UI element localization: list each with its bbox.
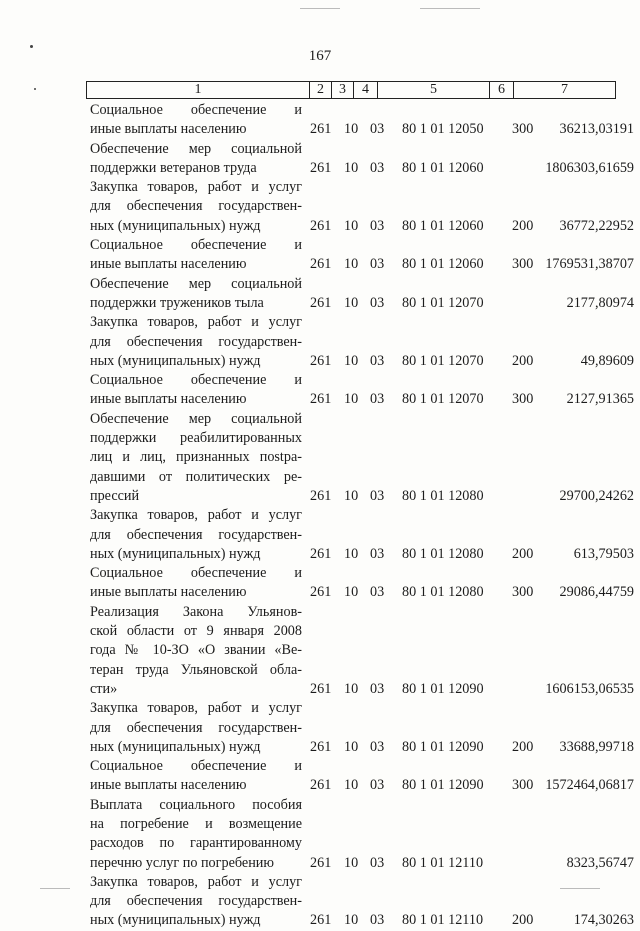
description-line: для обеспечения государствен-: [90, 719, 302, 736]
section-code: 10: [344, 294, 359, 311]
target-article-code: 80 1 01 12110: [402, 854, 484, 871]
row-description: [90, 506, 302, 564]
row-description: [90, 699, 302, 757]
row-description: [90, 101, 302, 140]
header-col-2: 2: [309, 82, 331, 98]
target-article-code: 80 1 01 12080: [402, 487, 484, 504]
subsection-code: 03: [370, 777, 385, 794]
admin-code: 261: [310, 294, 332, 311]
description-line: поддержки реабилитированных: [90, 430, 302, 447]
target-article-code: 80 1 01 12060: [402, 217, 484, 234]
table-row: [0, 410, 640, 506]
admin-code: 261: [310, 777, 332, 794]
target-article-code: 80 1 01 12080: [402, 545, 484, 562]
target-article-code: 80 1 01 12050: [402, 121, 484, 138]
row-description: [90, 313, 302, 371]
amount: 1806303,61659: [545, 159, 634, 176]
section-code: 10: [344, 738, 359, 755]
header-col-3: 3: [331, 82, 353, 98]
amount: 33688,99718: [559, 738, 634, 755]
row-description: [90, 410, 302, 506]
subsection-code: 03: [370, 912, 385, 929]
subsection-code: 03: [370, 545, 385, 562]
row-description: [90, 178, 302, 236]
description-line: ных (муниципальных) нужд: [90, 545, 261, 562]
subsection-code: 03: [370, 217, 385, 234]
amount: 8323,56747: [566, 854, 634, 871]
target-article-code: 80 1 01 12090: [402, 777, 484, 794]
description-line: для обеспечения государствен-: [90, 333, 302, 350]
table-row: [0, 757, 640, 796]
target-article-code: 80 1 01 12090: [402, 680, 484, 697]
description-line: иные выплаты населению: [90, 584, 247, 601]
section-code: 10: [344, 487, 359, 504]
target-article-code: 80 1 01 12060: [402, 256, 484, 273]
section-code: 10: [344, 854, 359, 871]
description-line: Обеспечение мер социальной: [90, 410, 302, 427]
admin-code: 261: [310, 217, 332, 234]
subsection-code: 03: [370, 680, 385, 697]
amount: 1769531,38707: [545, 256, 634, 273]
target-article-code: 80 1 01 12090: [402, 738, 484, 755]
section-code: 10: [344, 256, 359, 273]
description-line: Обеспечение мер социальной: [90, 275, 302, 292]
expense-type-code: 200: [512, 352, 534, 369]
target-article-code: 80 1 01 12060: [402, 159, 484, 176]
amount: 613,79503: [573, 545, 634, 562]
subsection-code: 03: [370, 738, 385, 755]
scan-speck: [34, 88, 36, 90]
header-col-7: 7: [513, 82, 615, 98]
description-line: ных (муниципальных) нужд: [90, 738, 261, 755]
description-line: Закупка товаров, работ и услуг: [90, 314, 302, 331]
header-col-4: 4: [353, 82, 377, 98]
description-line: поддержки ветеранов труда: [90, 159, 257, 176]
description-line: для обеспечения государствен-: [90, 198, 302, 215]
description-line: Закупка товаров, работ и услуг: [90, 700, 302, 717]
amount: 1572464,06817: [545, 777, 634, 794]
table-header: [86, 81, 616, 99]
subsection-code: 03: [370, 352, 385, 369]
description-line: расходов по гарантированному: [90, 835, 302, 852]
table-body: [0, 101, 640, 931]
description-line: иные выплаты населению: [90, 121, 247, 138]
description-line: прессий: [90, 487, 140, 504]
description-line: Обеспечение мер социальной: [90, 140, 302, 157]
description-line: года № 10-ЗО «О звании «Ве-: [90, 642, 302, 659]
description-line: для обеспечения государствен-: [90, 893, 302, 910]
subsection-code: 03: [370, 121, 385, 138]
expense-type-code: 200: [512, 738, 534, 755]
subsection-code: 03: [370, 584, 385, 601]
amount: 1606153,06535: [545, 680, 634, 697]
row-description: [90, 796, 302, 873]
description-line: поддержки тружеников тыла: [90, 294, 264, 311]
table-row: [0, 603, 640, 699]
description-line: Закупка товаров, работ и услуг: [90, 873, 302, 890]
expense-type-code: 300: [512, 391, 534, 408]
row-description: [90, 873, 302, 931]
amount: 29700,24262: [559, 487, 634, 504]
description-line: лиц и лиц, признанных пostра-: [90, 449, 302, 466]
admin-code: 261: [310, 738, 332, 755]
subsection-code: 03: [370, 256, 385, 273]
scan-artifact: [40, 888, 70, 889]
description-line: ных (муниципальных) нужд: [90, 912, 261, 929]
amount: 174,30263: [573, 912, 634, 929]
admin-code: 261: [310, 584, 332, 601]
target-article-code: 80 1 01 12070: [402, 294, 484, 311]
description-line: Социальное обеспечение и: [90, 102, 302, 118]
expense-type-code: 200: [512, 912, 534, 929]
table-row: [0, 313, 640, 371]
description-line: Социальное обеспечение и: [90, 565, 302, 582]
row-description: [90, 757, 302, 796]
table-row: [0, 236, 640, 275]
description-line: для обеспечения государствен-: [90, 526, 302, 543]
admin-code: 261: [310, 487, 332, 504]
section-code: 10: [344, 217, 359, 234]
table-row: [0, 506, 640, 564]
admin-code: 261: [310, 912, 332, 929]
table-row: [0, 101, 640, 140]
description-line: ской области от 9 января 2008: [90, 623, 302, 640]
subsection-code: 03: [370, 487, 385, 504]
expense-type-code: 300: [512, 256, 534, 273]
target-article-code: 80 1 01 12110: [402, 912, 484, 929]
description-line: Закупка товаров, работ и услуг: [90, 507, 302, 524]
description-line: ных (муниципальных) нужд: [90, 352, 261, 369]
admin-code: 261: [310, 159, 332, 176]
description-line: теран труда Ульяновской обла-: [90, 661, 302, 678]
description-line: перечню услуг по погребению: [90, 854, 274, 871]
description-line: Социальное обеспечение и: [90, 372, 302, 389]
expense-type-code: 200: [512, 545, 534, 562]
amount: 2127,91365: [566, 391, 634, 408]
subsection-code: 03: [370, 391, 385, 408]
description-line: Закупка товаров, работ и услуг: [90, 179, 302, 196]
admin-code: 261: [310, 854, 332, 871]
description-line: ных (муниципальных) нужд: [90, 217, 261, 234]
description-line: иные выплаты населению: [90, 391, 247, 408]
header-col-6: 6: [489, 82, 513, 98]
amount: 36213,03191: [559, 121, 634, 138]
row-description: [90, 371, 302, 410]
section-code: 10: [344, 680, 359, 697]
row-description: [90, 603, 302, 699]
section-code: 10: [344, 545, 359, 562]
table-row: [0, 371, 640, 410]
amount: 36772,22952: [559, 217, 634, 234]
expense-type-code: 300: [512, 121, 534, 138]
header-col-1: 1: [194, 82, 202, 97]
description-line: Реализация Закона Ульянов-: [90, 603, 302, 620]
description-line: давшими от политических ре-: [90, 468, 302, 485]
description-line: Социальное обеспечение и: [90, 237, 302, 254]
scan-artifact: [560, 888, 600, 889]
table-row: [0, 275, 640, 314]
row-description: [90, 140, 302, 179]
section-code: 10: [344, 159, 359, 176]
target-article-code: 80 1 01 12080: [402, 584, 484, 601]
table-row: [0, 564, 640, 603]
subsection-code: 03: [370, 159, 385, 176]
admin-code: 261: [310, 391, 332, 408]
row-description: [90, 564, 302, 603]
section-code: 10: [344, 777, 359, 794]
section-code: 10: [344, 352, 359, 369]
section-code: 10: [344, 912, 359, 929]
admin-code: 261: [310, 545, 332, 562]
section-code: 10: [344, 584, 359, 601]
table-row: [0, 796, 640, 873]
table-row: [0, 873, 640, 931]
description-line: Социальное обеспечение и: [90, 758, 302, 775]
section-code: 10: [344, 391, 359, 408]
admin-code: 261: [310, 680, 332, 697]
scan-artifact: [300, 8, 340, 9]
description-line: Выплата социального пособия: [90, 796, 302, 813]
admin-code: 261: [310, 352, 332, 369]
expense-type-code: 300: [512, 777, 534, 794]
table-row: [0, 140, 640, 179]
admin-code: 261: [310, 256, 332, 273]
table-row: [0, 699, 640, 757]
row-description: [90, 275, 302, 314]
description-line: на погребение и возмещение: [90, 815, 302, 832]
target-article-code: 80 1 01 12070: [402, 352, 484, 369]
scan-artifact: [420, 8, 480, 9]
amount: 2177,80974: [566, 294, 634, 311]
expense-type-code: 200: [512, 217, 534, 234]
amount: 49,89609: [580, 352, 634, 369]
subsection-code: 03: [370, 854, 385, 871]
row-description: [90, 236, 302, 275]
expense-type-code: 300: [512, 584, 534, 601]
description-line: иные выплаты населению: [90, 777, 247, 794]
table-row: [0, 178, 640, 236]
amount: 29086,44759: [559, 584, 634, 601]
section-code: 10: [344, 121, 359, 138]
description-line: сти»: [90, 680, 118, 697]
page-number: 167: [308, 48, 332, 64]
target-article-code: 80 1 01 12070: [402, 391, 484, 408]
description-line: иные выплаты населению: [90, 256, 247, 273]
header-col-5: 5: [377, 82, 489, 98]
admin-code: 261: [310, 121, 332, 138]
subsection-code: 03: [370, 294, 385, 311]
